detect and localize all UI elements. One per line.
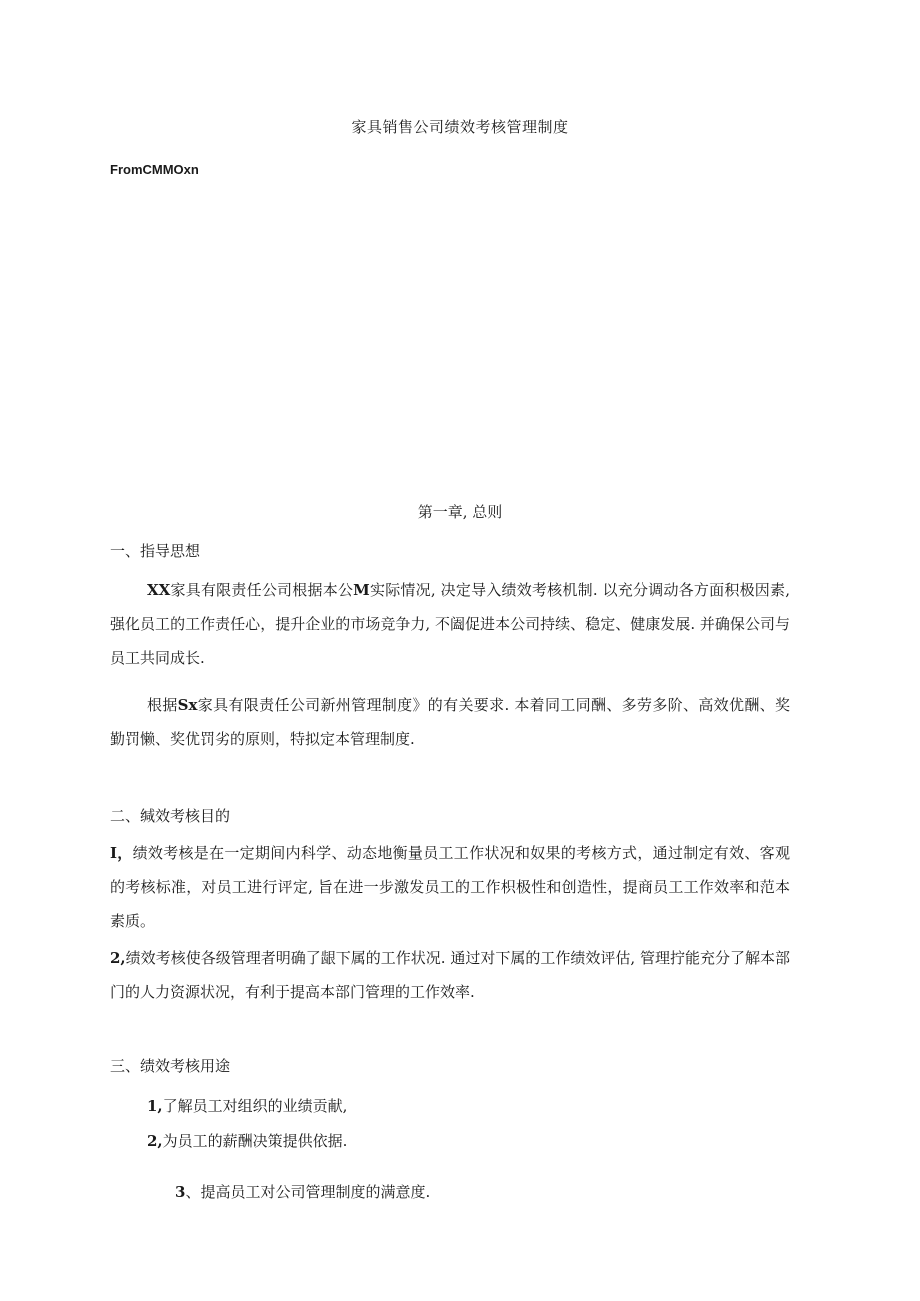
source-label: FromCMMOxn bbox=[110, 162, 199, 177]
list-item-text: 了解员工对组织的业绩贡献, bbox=[162, 1097, 348, 1115]
list-item-text: 、提高员工对公司管理制度的满意度. bbox=[185, 1183, 431, 1201]
paragraph-text: 根据 bbox=[147, 696, 178, 714]
list-number: 2, bbox=[110, 949, 126, 967]
section-heading-usage: 三、绩效考核用途 bbox=[110, 1057, 231, 1075]
paragraph-text: 绩效考核使各级管理者明确了龈下属的工作状况. 通过对下属的工作绩效评估, 管理拧能充分了解本部门的人力资源状况，有利于提高本部门管理的工作效率. bbox=[110, 949, 790, 1001]
paragraph-guiding-idea-1 bbox=[110, 573, 790, 675]
list-number: 1, bbox=[147, 1097, 163, 1115]
paragraph-lead-bold: XX bbox=[147, 581, 171, 599]
chapter-title: 第一章, 总则 bbox=[417, 503, 503, 521]
section-heading-purpose: 二、缄效考核目的 bbox=[110, 807, 231, 825]
paragraph-text: 绩效考核是在一定期间内科学、动态地衡量员工工作状况和奴果的考核方式，通过制定有效、客观的考核标准，对员工进行评定, 旨在进一步激发员工的工作枳极性和创造性，提商员工工作效率和范本素质。 bbox=[110, 844, 790, 930]
paragraph-purpose-1 bbox=[110, 836, 790, 938]
list-item-usage-2 bbox=[147, 1131, 347, 1151]
section-heading-guiding-idea: 一、指导思想 bbox=[110, 542, 201, 560]
paragraph-inline-bold: M bbox=[353, 581, 370, 599]
paragraph-inline-bold: Sx bbox=[177, 696, 198, 714]
list-number: 2, bbox=[147, 1132, 163, 1150]
document-title: 家具销售公司绩效考核管理制度 bbox=[351, 118, 569, 136]
list-item-text: 为员工的薪酬决策提供依据. bbox=[162, 1132, 348, 1150]
paragraph-guiding-idea-2 bbox=[110, 688, 790, 756]
paragraph-text: 实际情况, 决定导入绩效考核机制. 以充分调动各方面积极因素, 强化员工的工作责任心，提升企业的市场竞争力, 不阖促进本公司持续、稳定、健康发展. 并确保公司与员工共同成长. bbox=[110, 581, 790, 667]
paragraph-purpose-2 bbox=[110, 941, 790, 1009]
paragraph-text: 家具有限责任公司根据本公 bbox=[170, 581, 354, 599]
paragraph-text: 家具有限责任公司新州管理制度》的有关要求. 本着同工同酬、多劳多阶、高效优酬、奖勤罚懒、奖优罚劣的原则，特拟定本管理制度. bbox=[110, 696, 790, 748]
list-item-usage-1 bbox=[147, 1096, 347, 1116]
list-number: I， bbox=[110, 844, 133, 862]
list-item-usage-3 bbox=[175, 1182, 430, 1202]
list-number: 3 bbox=[175, 1183, 186, 1201]
